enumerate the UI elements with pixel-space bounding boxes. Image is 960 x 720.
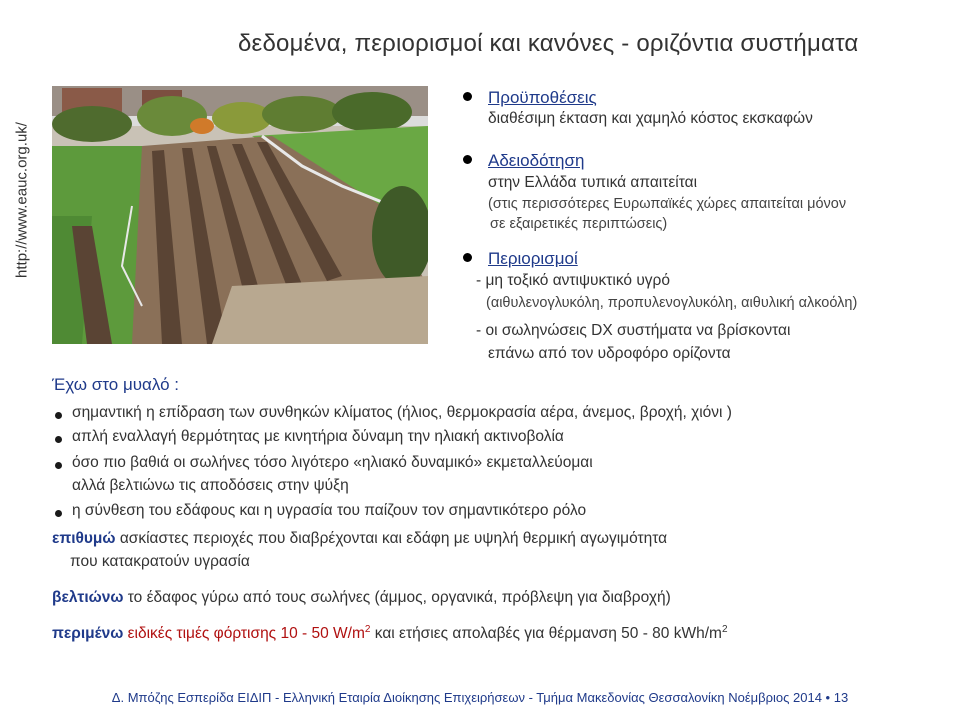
expect-line [52,624,728,643]
wish-label: επιθυμώ [52,530,116,547]
page-number: 13 [833,690,849,705]
licensing-text-3: σε εξαιρετικές περιπτώσεις) [490,216,668,232]
improve-label: βελτιώνω [52,589,124,606]
restrictions-text-1: - μη τοξικό αντιψυκτικό υγρό [476,272,670,289]
trench-photo-illustration [52,86,428,344]
bullet-dot [55,510,62,517]
wish-text-1: ασκίαστες περιοχές που διαβρέχονται και εδάφη με υψηλή θερμική αγωγιμότητα [115,530,668,547]
remember-item-3a: όσο πιο βαθιά οι σωλήνες τόσο λιγότερο «ηλιακό δυναμικό» εκμεταλλεύομαι [72,454,593,471]
improve-line [52,589,671,607]
bullet-dot [463,253,472,262]
heading-restrictions: Περιορισμοί [488,249,578,268]
wish-line-1 [52,530,667,548]
restrictions-text-3: - οι σωληνώσεις DX συστήματα να βρίσκονται [476,322,791,339]
restrictions-text-4: επάνω από τον υδροφόρο ορίζοντα [488,345,731,362]
bullet-dot [55,436,62,443]
expect-value: 10 - 50 W/m [280,625,365,643]
improve-text: το έδαφος γύρω από τους σωλήνες (άμμος, οργανικά, πρόβλεψη για διαβροχή) [123,589,671,606]
remember-item-3b: αλλά βελτιώνω τις αποδόσεις στην ψύξη [72,477,349,494]
expect-red-text: ειδικές τιμές φόρτισης [123,625,281,643]
slide-title: δεδομένα, περιορισμοί και κανόνες - οριζόντια συστήματα [238,30,859,57]
heading-prerequisites: Προϋποθέσεις [488,88,597,107]
expect-sup-2: 2 [721,624,728,635]
bullet-dot [463,92,472,101]
trench-photo [52,86,428,344]
expect-sup-1: 2 [364,624,371,635]
remember-item-4: η σύνθεση του εδάφους και η υγρασία του παίζουν τον σημαντικότερο ρόλο [72,502,587,519]
footer-text: Δ. Μπόζης Εσπερίδα ΕΙΔΙΠ - Ελληνική Εταιρία Διοίκησης Επιχειρήσεων - Τμήμα Μακεδονίας Θεσσαλονίκη Νοέμβριος 2014 • [111,690,831,705]
prerequisites-text: διαθέσιμη έκταση και χαμηλό κόστος εκσκαφών [488,110,813,127]
bullet-dot [55,412,62,419]
remember-heading: Έχω στο μυαλό : [52,375,180,394]
licensing-text-1: στην Ελλάδα τυπικά απαιτείται [488,174,698,191]
remember-item-2: απλή εναλλαγή θερμότητας με κινητήρια δύναμη την ηλιακή ακτινοβολία [72,428,564,445]
licensing-text-2: (στις περισσότερες Ευρωπαϊκές χώρες απαιτείται μόνον [488,196,847,212]
footer [0,690,960,705]
side-url-text: http://www.eauc.org.uk/ [13,122,31,278]
expect-label: περιμένω [52,625,124,643]
expect-text: και ετήσιες απολαβές για θέρμανση 50 - 80 kWh/m [370,625,722,643]
heading-licensing: Αδειοδότηση [488,151,585,170]
restrictions-text-2: (αιθυλενογλυκόλη, προπυλενογλυκόλη, αιθυλική αλκοόλη) [486,295,858,311]
remember-item-1: σημαντική η επίδραση των συνθηκών κλίματος (ήλιος, θερμοκρασία αέρα, άνεμος, βροχή, χιόνι ) [72,404,732,421]
wish-line-2: που κατακρατούν υγρασία [70,553,250,570]
bullet-dot [55,462,62,469]
bullet-dot [463,155,472,164]
